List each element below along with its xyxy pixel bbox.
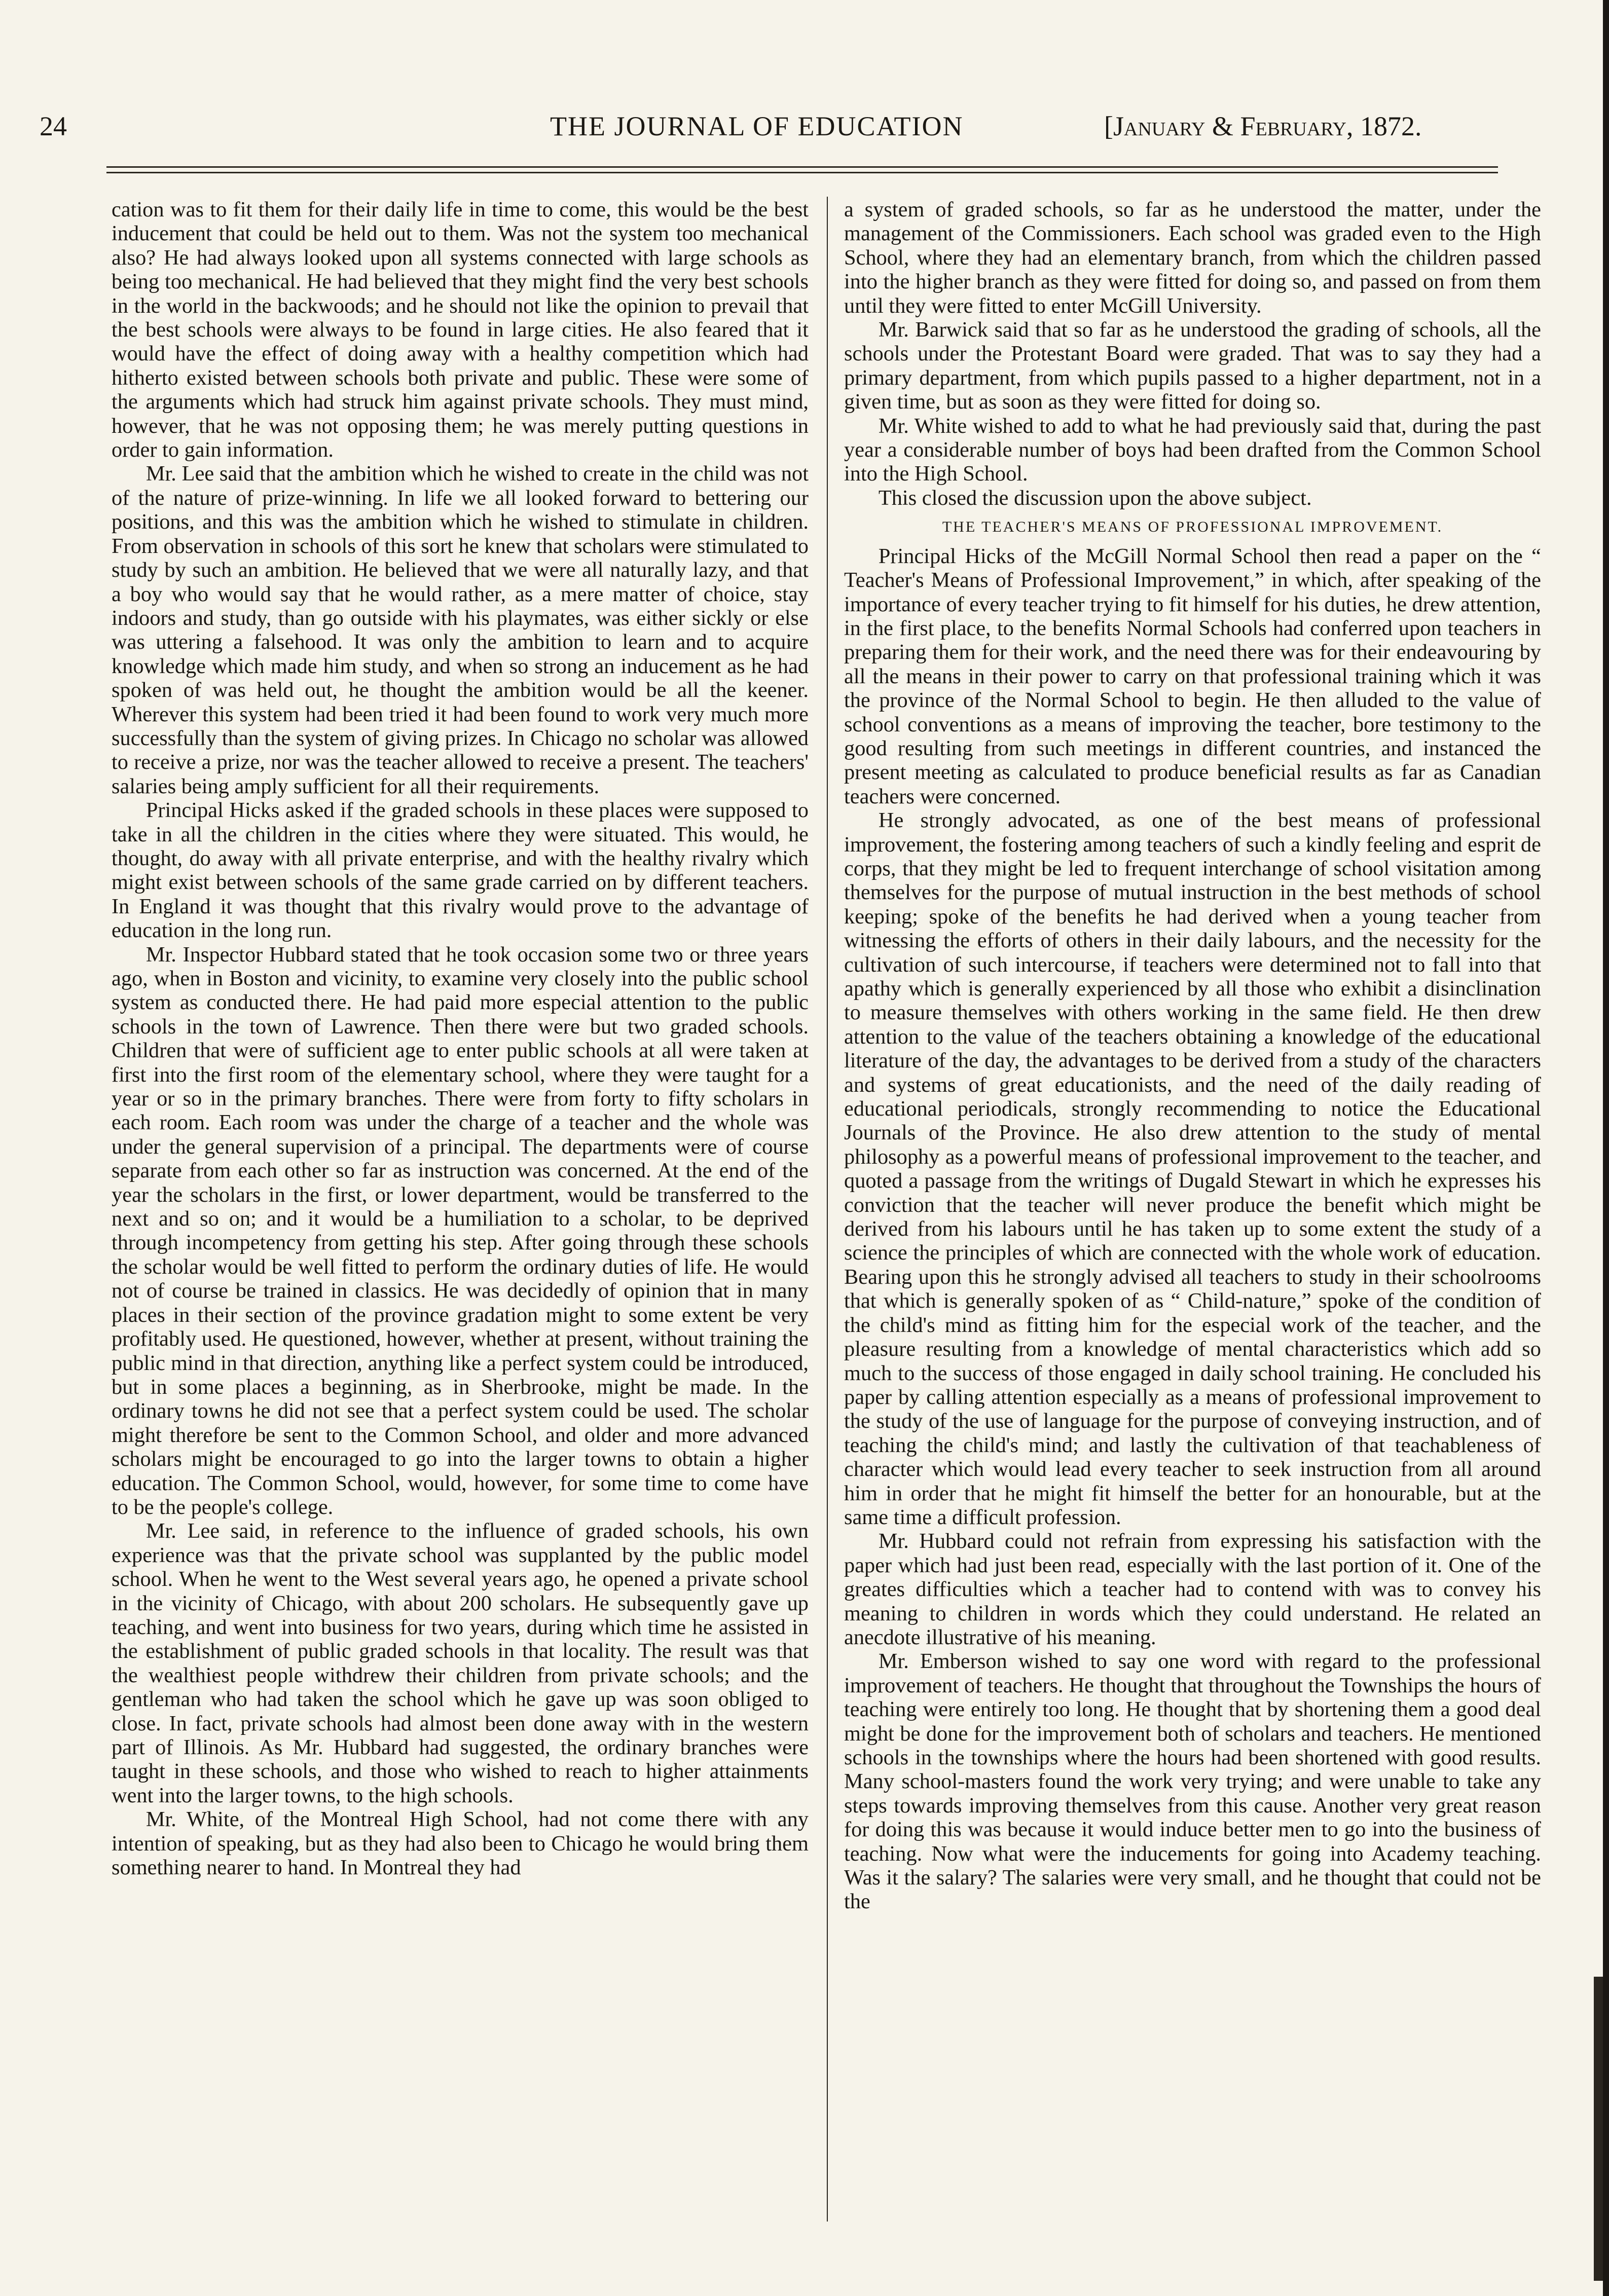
issue-date: [January & February, 1872. <box>1104 111 1422 141</box>
binding-edge <box>1603 0 1609 2296</box>
left-column <box>112 198 809 2217</box>
right-column <box>844 198 1541 2217</box>
paragraph: Mr. White wished to add to what he had previously said that, during the past year a considerable number of boys had been drafted from the Common School into the High School. <box>844 414 1541 486</box>
paragraph: Mr. Inspector Hubbard stated that he took occasion some two or three years ago, when in Boston and vicinity, to examine very closely into the public school system as conducted there. He had paid more especial attention to the public schools in the town of Lawrence. Then there were but two graded schools. Children that were of sufficient age to enter public schools at all were taken at first into the first room of the elementary school, where they were taught for a year or so in the primary branches. There were from forty to fifty scholars in each room. Each room was under the charge of a teacher and the whole was under the general supervision of a principal. The departments were of course separate from each other so far as instruction was concerned. At the end of the year the scholars in the first, or lower department, would be transferred to the next and so on; and it would be a humiliation to a scholar, to be deprived through incompetency from getting his step. After going through these schools the scholar would be well fitted to perform the ordinary duties of life. He would not of course be trained in classics. He was decidedly of opinion that in many places in their section of the province gradation might to some extent be very profitably used. He questioned, however, whether at present, without training the public mind in that direction, anything like a perfect system could be introduced, but in some places a beginning, as in Sherbrooke, might be made. In the ordinary towns he did not see that a perfect system could be used. The scholar might therefore be sent to the Common School, and older and more advanced scholars might be encouraged to go into the larger towns to obtain a higher education. The Common School, would, however, for some time to come have to be the people's college. <box>112 942 809 1519</box>
paragraph: He strongly advocated, as one of the best means of professional improvement, the fostering among teachers of such a kindly feeling and esprit de corps, that they might be led to frequent interchange of school visitation among themselves for the purpose of mutual instruction in the best methods of school keeping; spoke of the benefits he had derived when a young teacher from witnessing the efforts of others in their daily labours, and the necessity for the cultivation of such intercourse, if teachers were determined not to fall into that apathy which is generally experienced by all those who exhibit a disinclination to measure themselves with others working in the same field. He then drew attention to the value of the teachers obtaining a knowledge of the educational literature of the day, the advantages to be derived from a study of the characters and systems of great educationists, and the need of the daily reading of educational periodicals, strongly recommending to notice the Educational Journals of the Province. He also drew attention to the study of mental philosophy as a powerful means of professional improvement to the teacher, and quoted a passage from the writings of Dugald Stewart in which he expresses his conviction that the teacher will never produce the benefit which might be derived from his labours until he has taken up to some extent the study of a science the principles of which are connected with the whole work of education. Bearing upon this he strongly advised all teachers to study in their schoolrooms that which is generally spoken of as “ Child-nature,” spoke of the condition of the child's mind as fitting him for the especial work of the teacher, and the pleasure resulting from a knowledge of mental characteristics which add so much to the success of those engaged in daily school training. He concluded his paper by calling attention especially as a means of professional improvement to the study of the use of language for the purpose of conveying instruction, and of teaching the child's mind; and lastly the cultivation of that teachableness of character which would lead every teacher to seek instruction from all around him in order that he might fit himself the better for an honourable, but at the same time a difficult profession. <box>844 808 1541 1529</box>
paragraph: Mr. Lee said that the ambition which he wished to create in the child was not of the nature of prize-winning. In life we all looked forward to bettering our positions, and this was the ambition which he wished to stimulate in children. From observation in schools of this sort he knew that scholars were stimulated to study by such an ambition. He believed that we were all naturally lazy, and that a boy who would say that he would rather, as a mere matter of choice, stay indoors and study, than go outside with his playmates, was either sickly or else was uttering a falsehood. It was only the ambition to learn and to acquire knowledge which made him study, and when so strong an inducement as he had spoken of was held out, he thought the ambition would be all the keener. Wherever this system had been tried it had been found to work very much more successfully than the system of giving prizes. In Chicago no scholar was allowed to receive a prize, nor was the teacher allowed to receive a present. The teachers' salaries being amply sufficient for all their requirements. <box>112 462 809 798</box>
page-number: 24 <box>40 111 67 141</box>
paragraph: Principal Hicks of the McGill Normal School then read a paper on the “ Teacher's Means of Professional Improvement,” in which, after speaking of the importance of every teacher trying to fit himself for his duties, he drew attention, in the first place, to the benefits Normal Schools had conferred upon teachers in preparing them for their work, and the need there was for their endeavouring by all the means in their power to carry on that professional training which it was the province of the Normal School to begin. He then alluded to the value of school conventions as a means of improving the teacher, bore testimony to the good resulting from such meetings in different countries, and instanced the present meeting as calculated to produce beneficial results as far as Canadian teachers were concerned. <box>844 544 1541 808</box>
paragraph: Principal Hicks asked if the graded schools in these places were supposed to take in all the children in the cities where they were situated. This would, he thought, do away with all private enterprise, and with the healthy rivalry which might exist between schools of the same grade carried on by different teachers. In England it was thought that this rivalry would prove to the advantage of education in the long run. <box>112 798 809 943</box>
paragraph: Mr. Emberson wished to say one word with regard to the professional improvement of teachers. He thought that throughout the Townships the hours of teaching were entirely too long. He thought that by shortening them a good deal might be done for the improvement both of scholars and teachers. He mentioned schools in the townships where the hours had been shortened with good results. Many school-masters found the work very trying; and were unable to take any steps towards improving themselves from this cause. Another very great reason for doing this was because it would induce better men to go into the business of teaching. Now what were the inducements for going into Academy teaching. Was it the salary? The salaries were very small, and he thought that could not be the <box>844 1649 1541 1914</box>
binding-mark <box>1594 1977 1603 2281</box>
paragraph: Mr. Barwick said that so far as he understood the grading of schools, all the schools under the Protestant Board were graded. That was to say they had a primary department, from which pupils passed to a higher department, not in a given time, but as soon as they were fitted for doing so. <box>844 318 1541 414</box>
paragraph: cation was to fit them for their daily life in time to come, this would be the best inducement that could be held out to them. Was not the system too mechanical also? He had always looked upon all systems connected with large schools as being too mechanical. He had believed that they might find the very best schools in the world in the backwoods; and he should not like the opinion to prevail that the best schools were always to be found in large cities. He also feared that it would have the effect of doing away with a healthy competition which had hitherto existed between schools both private and public. These were some of the arguments which had struck him against private schools. They must mind, however, that he was not opposing them; he was merely putting questions in order to gain information. <box>112 198 809 462</box>
paragraph: a system of graded schools, so far as he understood the matter, under the management of the Commissioners. Each school was graded even to the High School, where they had an elementary branch, from which the children passed into the higher branch as they were fitted for doing so, and passed on from them until they were fitted to enter McGill University. <box>844 198 1541 318</box>
paragraph: This closed the discussion upon the above subject. <box>878 486 1312 510</box>
paragraph: Mr. Lee said, in reference to the influence of graded schools, his own experience was that the private school was supplanted by the public model school. When he went to the West several years ago, he opened a private school in the vicinity of Chicago, with about 200 scholars. He subsequently gave up teaching, and went into business for two years, during which time he assisted in the establishment of public graded schools in that locality. The result was that the wealthiest people withdrew their children from private schools; and the gentleman who had taken the school which he gave up was soon obliged to close. In fact, private schools had almost been done away with in the western part of Illinois. As Mr. Hubbard had suggested, the ordinary branches were taught in these schools, and those who wished to reach to higher attainments went into the larger towns, to the high schools. <box>112 1519 809 1807</box>
running-title: THE JOURNAL OF EDUCATION <box>550 111 964 141</box>
paragraph: Mr. Hubbard could not refrain from expressing his satisfaction with the paper which had just been read, especially with the last portion of it. One of the greates difficulties which a teacher had to contend with was to convey his meaning to children in words which they could understand. He related an anecdote illustrative of his meaning. <box>844 1529 1541 1649</box>
header-rule-bottom <box>106 172 1498 173</box>
header-rule-top <box>106 166 1498 168</box>
section-heading: THE TEACHER'S MEANS OF PROFESSIONAL IMPROVEMENT. <box>942 519 1443 536</box>
column-divider <box>827 197 828 2221</box>
paragraph: Mr. White, of the Montreal High School, had not come there with any intention of speaking, but as they had also been to Chicago he would bring them something nearer to hand. In Montreal they had <box>112 1807 809 1880</box>
